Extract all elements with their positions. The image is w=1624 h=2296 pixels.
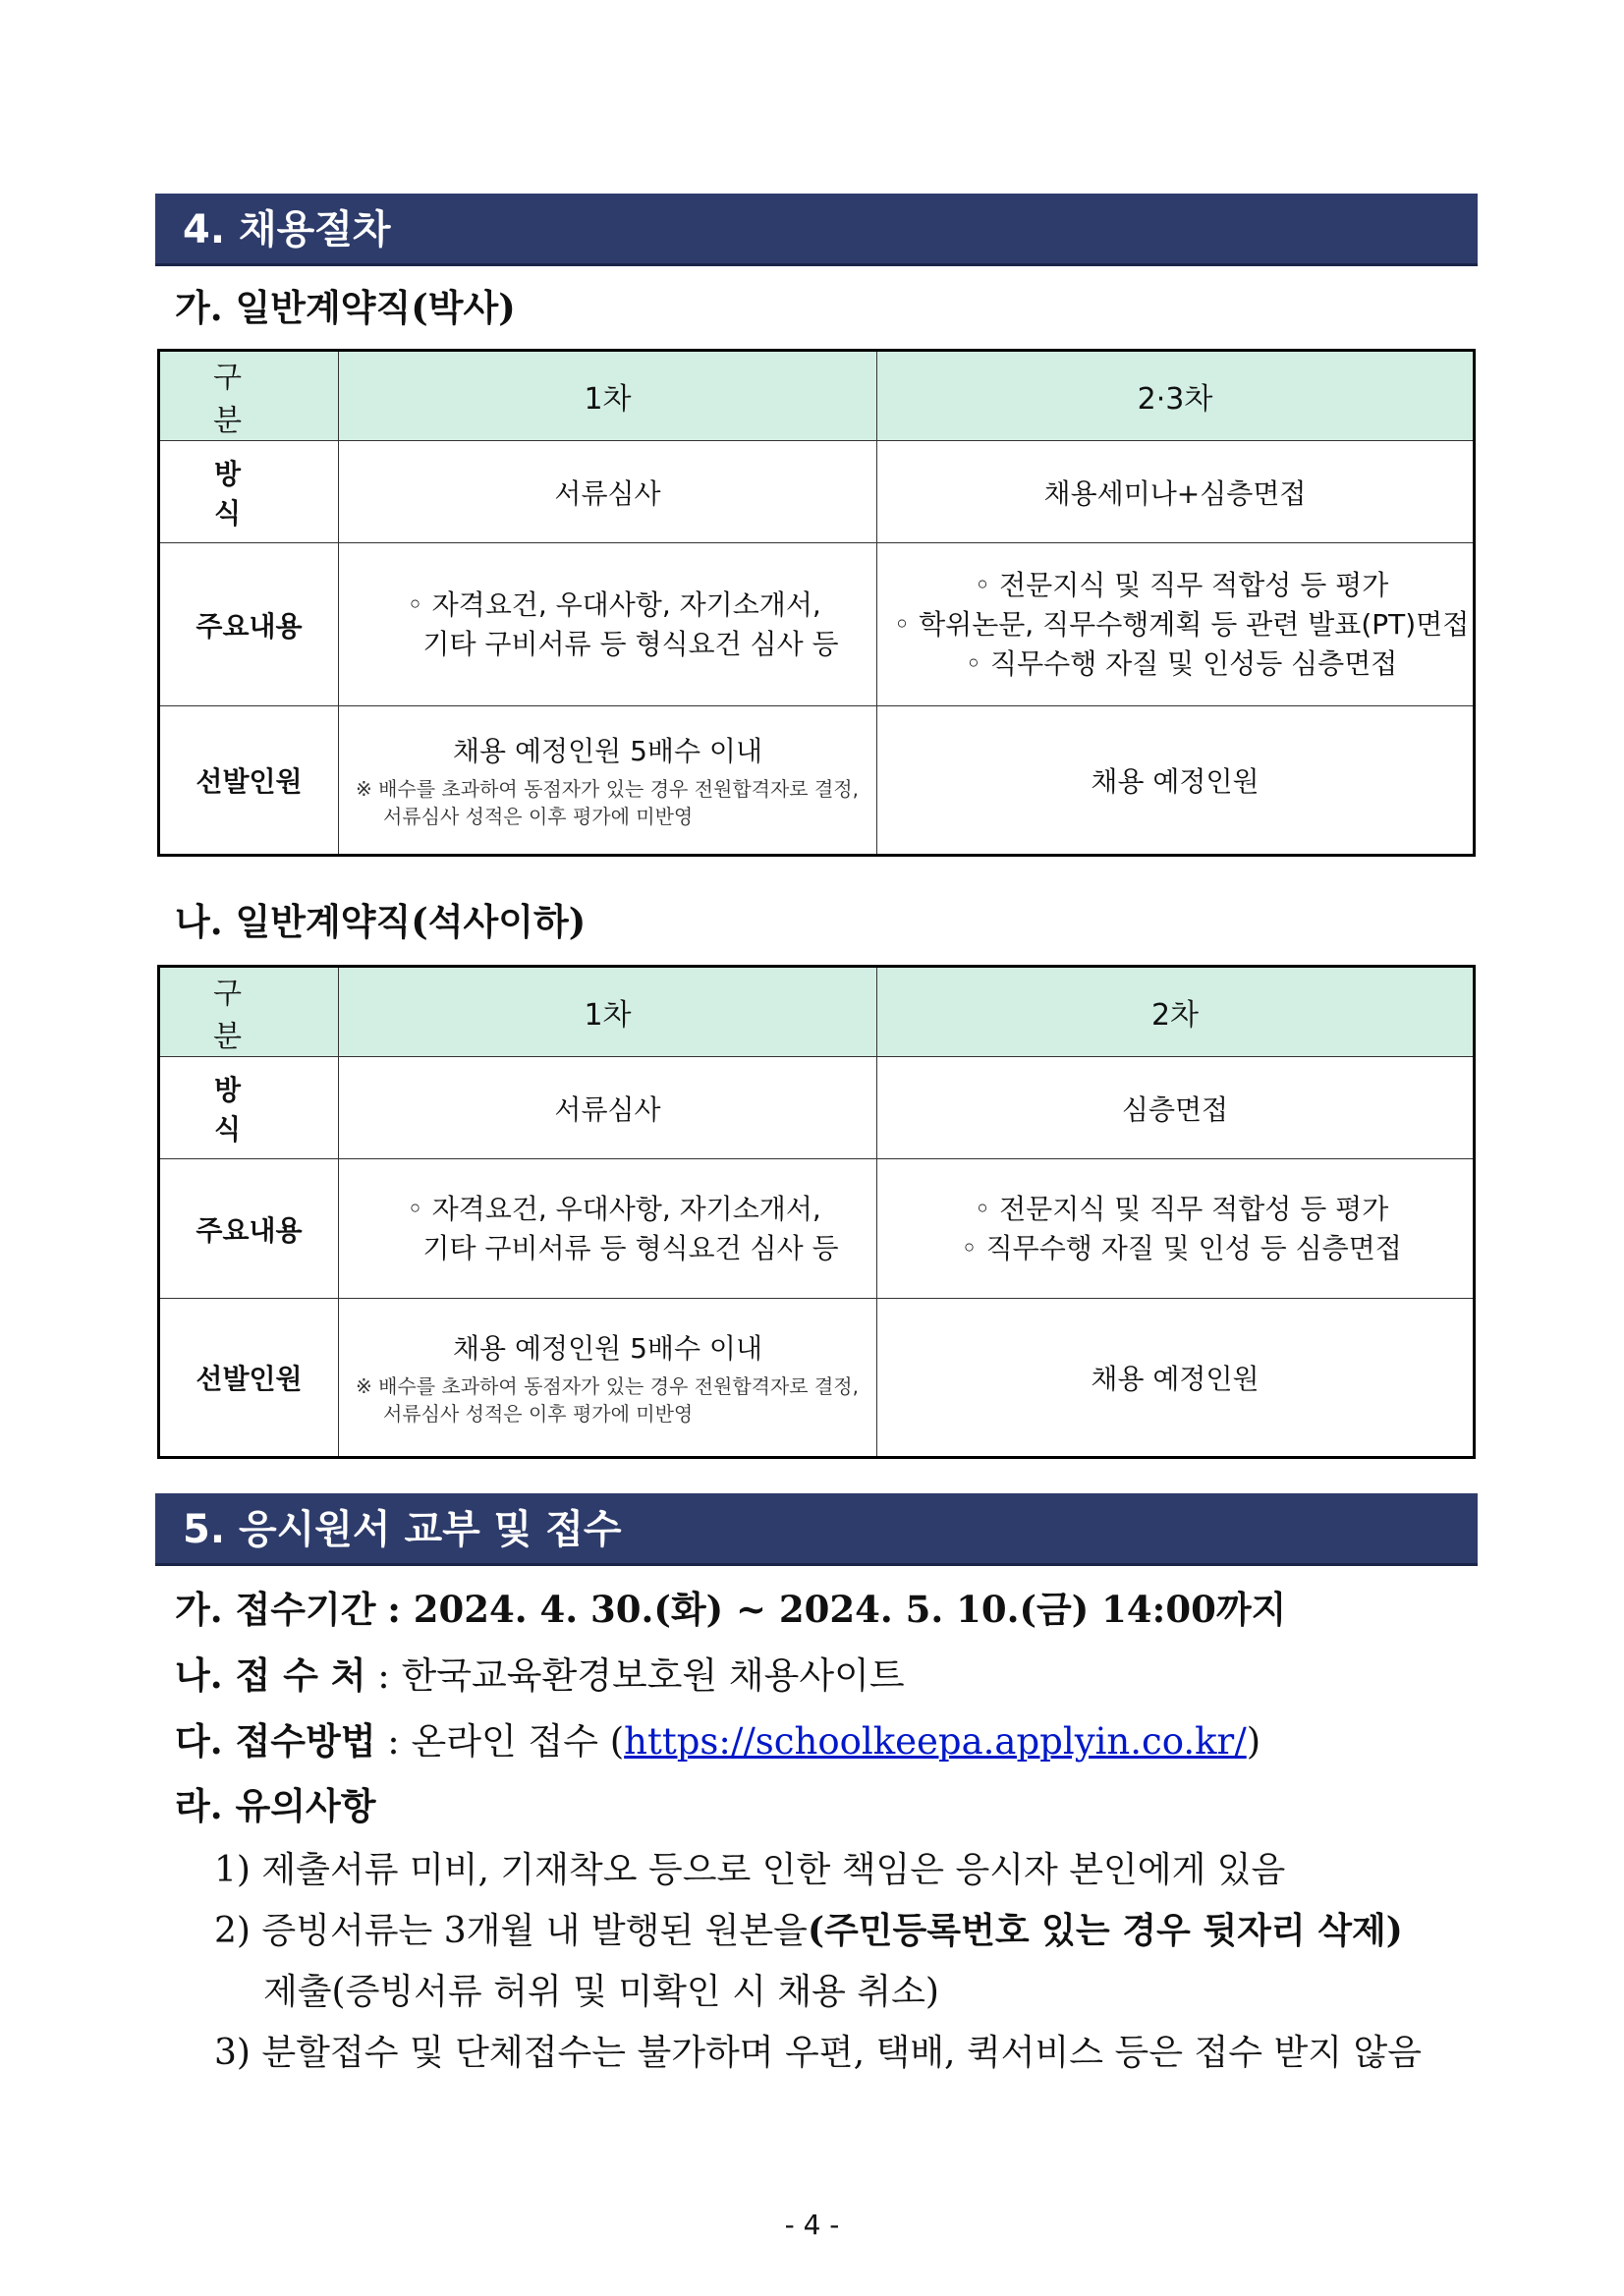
table-row-method: [159, 1057, 1475, 1159]
note-item-2: 2) 증빙서류는 3개월 내 발행된 원본을(주민등록번호 있는 경우 뒷자리 삭제): [214, 1910, 1403, 1951]
method-stage1: 서류심사: [339, 1057, 877, 1159]
note-item-3: 3) 분할접수 및 단체접수는 불가하며 우편, 택배, 퀵서비스 등은 접수 받지 않음: [214, 2033, 1422, 2073]
notes-heading: 라. 유의사항: [175, 1784, 376, 1827]
content-stage1: ◦ 자격요건, 우대사항, 자기소개서, 기타 구비서류 등 형식요건 심사 등: [339, 1159, 877, 1299]
selection-stage2: 채용 예정인원: [877, 706, 1475, 856]
header-stage2: 2·3차: [877, 351, 1475, 441]
procedure-table-doctorate: [157, 349, 1476, 857]
row-label-method: 방 식: [159, 441, 339, 543]
method-stage2: 채용세미나+심층면접: [877, 441, 1475, 543]
method-stage2: 심층면접: [877, 1057, 1475, 1159]
header-category: 구 분: [159, 351, 339, 441]
content-stage2: ◦ 전문지식 및 직무 적합성 등 평가 ◦ 직무수행 자질 및 인성 등 심층면접: [877, 1159, 1475, 1299]
header-stage1: 1차: [339, 967, 877, 1057]
header-category: 구 분: [159, 967, 339, 1057]
header-stage1: 1차: [339, 351, 877, 441]
table-header-row: [159, 967, 1475, 1057]
method-stage1: 서류심사: [339, 441, 877, 543]
application-method: 다. 접수방법 : 온라인 접수 (https://schoolkeepa.applyin.co.kr/): [175, 1719, 1261, 1763]
table-row-content: [159, 543, 1475, 706]
application-period: 가. 접수기간 : 2024. 4. 30.(화) ~ 2024. 5. 10.(금) 14:00까지: [175, 1588, 1287, 1631]
content-stage2: ◦ 전문지식 및 직무 적합성 등 평가 ◦ 학위논문, 직무수행계획 등 관련 발표(PT)면접 ◦ 직무수행 자질 및 인성등 심층면접: [877, 543, 1475, 706]
content-stage1: ◦ 자격요건, 우대사항, 자기소개서, 기타 구비서류 등 형식요건 심사 등: [339, 543, 877, 706]
header-stage2: 2차: [877, 967, 1475, 1057]
table-header-row: [159, 351, 1475, 441]
selection-stage1: 채용 예정인원 5배수 이내 ※ 배수를 초과하여 동점자가 있는 경우 전원합격자로 결정, 서류심사 성적은 이후 평가에 미반영: [339, 1299, 877, 1458]
subheading-na: 나. 일반계약직(석사이하): [175, 900, 587, 943]
row-label-selection: 선발인원: [159, 706, 339, 856]
row-label-selection: 선발인원: [159, 1299, 339, 1458]
selection-stage2: 채용 예정인원: [877, 1299, 1475, 1458]
procedure-table-masters: [157, 965, 1476, 1459]
application-site-link[interactable]: https://schoolkeepa.applyin.co.kr/: [624, 1720, 1247, 1763]
selection-stage1: 채용 예정인원 5배수 이내 ※ 배수를 초과하여 동점자가 있는 경우 전원합격자로 결정, 서류심사 성적은 이후 평가에 미반영: [339, 706, 877, 856]
section5-title: 5. 응시원서 교부 및 접수: [155, 1493, 1478, 1566]
section4-title: 4. 채용절차: [155, 194, 1478, 266]
row-label-method: 방 식: [159, 1057, 339, 1159]
note-item-1: 1) 제출서류 미비, 기재착오 등으로 인한 책임은 응시자 본인에게 있음: [214, 1850, 1286, 1890]
row-label-content: 주요내용: [159, 1159, 339, 1299]
application-place: 나. 접 수 처 : 한국교육환경보호원 채용사이트: [175, 1653, 905, 1697]
table-row-method: [159, 441, 1475, 543]
subheading-ga: 가. 일반계약직(박사): [175, 286, 516, 329]
page-number: - 4 -: [784, 2209, 840, 2241]
selection-note: ※ 배수를 초과하여 동점자가 있는 경우 전원합격자로 결정, 서류심사 성적은 이후 평가에 미반영: [356, 777, 859, 828]
table-row-selection: [159, 1299, 1475, 1458]
selection-note: ※ 배수를 초과하여 동점자가 있는 경우 전원합격자로 결정, 서류심사 성적은 이후 평가에 미반영: [356, 1374, 859, 1426]
note-item-2-cont: 제출(증빙서류 허위 및 미확인 시 채용 취소): [263, 1972, 939, 2012]
row-label-content: 주요내용: [159, 543, 339, 706]
table-row-selection: [159, 706, 1475, 856]
table-row-content: [159, 1159, 1475, 1299]
